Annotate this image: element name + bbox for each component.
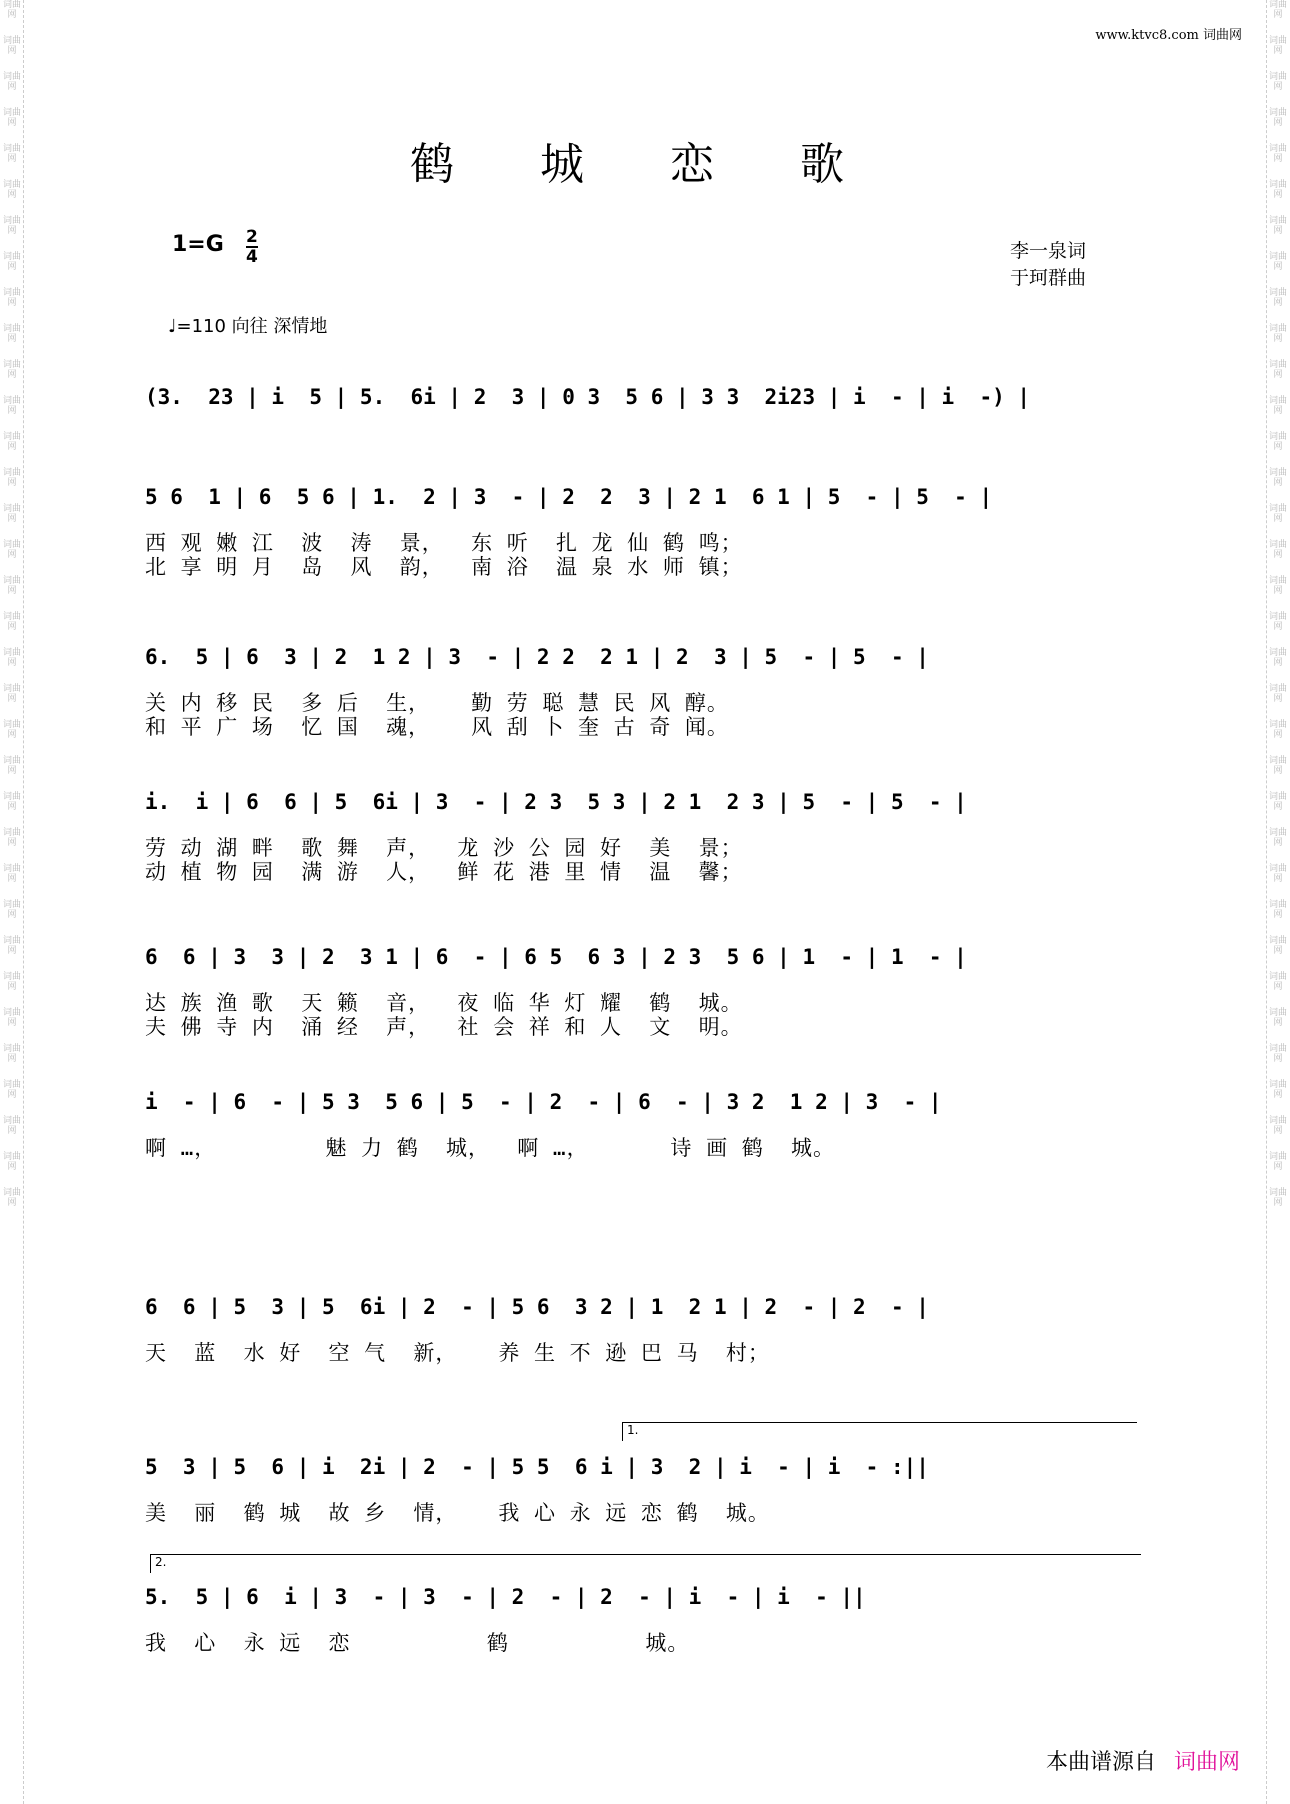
watermark-mark: 词曲网 <box>2 576 21 596</box>
key-signature: 1=G <box>172 232 224 257</box>
watermark-mark: 词曲网 <box>2 360 21 380</box>
watermark-mark: 词曲网 <box>1268 72 1287 92</box>
watermark-mark: 词曲网 <box>1268 108 1287 128</box>
watermark-mark: 词曲网 <box>2 684 21 704</box>
watermark-mark: 词曲网 <box>2 1116 21 1136</box>
watermark-mark: 词曲网 <box>2 792 21 812</box>
watermark-mark: 词曲网 <box>2 180 21 200</box>
watermark-mark: 词曲网 <box>1268 828 1287 848</box>
lyric-line: 劳 动 湖 畔 歌 舞 声， 龙 沙 公 园 好 美 景； <box>145 836 743 860</box>
lyric-line: 关 内 移 民 多 后 生， 勤 劳 聪 慧 民 风 醇。 <box>145 691 729 715</box>
watermark-mark: 词曲网 <box>2 756 21 776</box>
watermark-mark: 词曲网 <box>1268 432 1287 452</box>
watermark-mark: 词曲网 <box>1268 1008 1287 1028</box>
watermark-mark: 词曲网 <box>2 1008 21 1028</box>
watermark-mark: 词曲网 <box>1268 0 1287 20</box>
watermark-mark: 词曲网 <box>2 36 21 56</box>
watermark-mark: 词曲网 <box>1268 144 1287 164</box>
lyric-line: 北 享 明 月 岛 风 韵， 南 浴 温 泉 水 师 镇； <box>145 555 743 579</box>
watermark-mark: 词曲网 <box>2 828 21 848</box>
watermark-mark: 词曲网 <box>1268 972 1287 992</box>
notation-row: 5 3 | 5 6 | i 2i | 2 - | 5 5 6 i | 3 2 | i - | i - :|| <box>145 1455 929 1479</box>
watermark-mark: 词曲网 <box>1268 360 1287 380</box>
watermark-mark: 词曲网 <box>2 1152 21 1172</box>
tempo-marking: ♩=110 向往 深情地 <box>168 316 328 337</box>
watermark-mark: 词曲网 <box>2 540 21 560</box>
watermark-mark: 词曲网 <box>2 468 21 488</box>
watermark-mark: 词曲网 <box>1268 900 1287 920</box>
watermark-mark: 词曲网 <box>1268 612 1287 632</box>
lyric-line: 夫 佛 寺 内 涌 经 声， 社 会 祥 和 人 文 明。 <box>145 1015 743 1039</box>
watermark-mark: 词曲网 <box>2 1188 21 1208</box>
watermark-mark: 词曲网 <box>1268 720 1287 740</box>
song-title: 鹤 城 恋 歌 <box>410 139 880 190</box>
watermark-mark: 词曲网 <box>1268 756 1287 776</box>
watermark-mark: 词曲网 <box>1268 36 1287 56</box>
site-url: www.ktvc8.com 词曲网 <box>1095 28 1242 43</box>
watermark-mark: 词曲网 <box>2 324 21 344</box>
watermark-mark: 词曲网 <box>1268 684 1287 704</box>
watermark-mark: 词曲网 <box>1268 792 1287 812</box>
watermark-mark: 词曲网 <box>2 648 21 668</box>
watermark-mark: 词曲网 <box>2 108 21 128</box>
volta-1: 1. <box>622 1422 1137 1441</box>
watermark-mark: 词曲网 <box>1268 468 1287 488</box>
watermark-mark: 词曲网 <box>1268 324 1287 344</box>
watermark-mark: 词曲网 <box>1268 180 1287 200</box>
lyric-line: 美 丽 鹤 城 故 乡 情， 我 心 永 远 恋 鹤 城。 <box>145 1501 770 1525</box>
watermark-mark: 词曲网 <box>2 864 21 884</box>
time-bottom: 4 <box>246 247 258 267</box>
watermark-mark: 词曲网 <box>2 936 21 956</box>
time-top: 2 <box>246 227 258 247</box>
lyric-line: 天 蓝 水 好 空 气 新， 养 生 不 逊 巴 马 村； <box>145 1341 770 1365</box>
watermark-mark: 词曲网 <box>2 900 21 920</box>
lyric-line: 和 平 广 场 忆 国 魂， 风 刮 卜 奎 古 奇 闻。 <box>145 715 729 739</box>
watermark-mark: 词曲网 <box>2 1044 21 1064</box>
watermark-mark: 词曲网 <box>1268 648 1287 668</box>
left-watermark-strip <box>0 0 24 1804</box>
right-watermark-strip <box>1266 0 1290 1804</box>
composer: 于珂群曲 <box>1010 267 1087 289</box>
watermark-mark: 词曲网 <box>2 972 21 992</box>
lyric-line: 西 观 嫩 江 波 涛 景， 东 听 扎 龙 仙 鹤 鸣； <box>145 531 743 555</box>
watermark-mark: 词曲网 <box>1268 1188 1287 1208</box>
watermark-mark: 词曲网 <box>1268 216 1287 236</box>
volta-2: 2. <box>150 1554 1141 1573</box>
watermark-mark: 词曲网 <box>1268 1044 1287 1064</box>
watermark-mark: 词曲网 <box>2 216 21 236</box>
watermark-mark: 词曲网 <box>1268 288 1287 308</box>
watermark-mark: 词曲网 <box>1268 1080 1287 1100</box>
watermark-mark: 词曲网 <box>1268 252 1287 272</box>
lyric-line: 动 植 物 园 满 游 人， 鲜 花 港 里 情 温 馨； <box>145 860 743 884</box>
watermark-mark: 词曲网 <box>1268 576 1287 596</box>
lyric-line: 达 族 渔 歌 天 籁 音， 夜 临 华 灯 耀 鹤 城。 <box>145 991 743 1015</box>
watermark-mark: 词曲网 <box>1268 1152 1287 1172</box>
notation-row: (3. 23 | i 5 | 5. 6i | 2 3 | 0 3 5 6 | 3 3 2i23 | i - | i -) | <box>145 385 1031 409</box>
time-signature <box>246 228 258 266</box>
notation-row: 6 6 | 5 3 | 5 6i | 2 - | 5 6 3 2 | 1 2 1 | 2 - | 2 - | <box>145 1295 929 1319</box>
notation-row: i. i | 6 6 | 5 6i | 3 - | 2 3 5 3 | 2 1 2 3 | 5 - | 5 - | <box>145 790 967 814</box>
watermark-mark: 词曲网 <box>2 504 21 524</box>
footer-source-text: 本曲谱源自 <box>1045 1750 1156 1775</box>
watermark-mark: 词曲网 <box>2 144 21 164</box>
watermark-mark: 词曲网 <box>2 72 21 92</box>
lyric-line: 啊 …， 魅 力 鹤 城， 啊 …， 诗 画 鹤 城。 <box>145 1136 836 1160</box>
watermark-mark: 词曲网 <box>1268 540 1287 560</box>
watermark-mark: 词曲网 <box>2 252 21 272</box>
watermark-mark: 词曲网 <box>1268 396 1287 416</box>
watermark-mark: 词曲网 <box>2 720 21 740</box>
watermark-mark: 词曲网 <box>2 0 21 20</box>
lyricist: 李一泉词 <box>1010 240 1087 262</box>
notation-row: 5. 5 | 6 i | 3 - | 3 - | 2 - | 2 - | i - | i - || <box>145 1585 866 1609</box>
watermark-mark: 词曲网 <box>1268 936 1287 956</box>
footer-brand-link[interactable]: 词曲网 <box>1173 1750 1240 1775</box>
notation-row: 5 6 1 | 6 5 6 | 1. 2 | 3 - | 2 2 3 | 2 1 6 1 | 5 - | 5 - | <box>145 485 993 509</box>
watermark-mark: 词曲网 <box>1268 1116 1287 1136</box>
watermark-mark: 词曲网 <box>2 1080 21 1100</box>
watermark-mark: 词曲网 <box>2 396 21 416</box>
lyric-line: 我 心 永 远 恋 鹤 城。 <box>145 1631 690 1655</box>
credits <box>1010 238 1086 292</box>
watermark-mark: 词曲网 <box>2 612 21 632</box>
watermark-mark: 词曲网 <box>1268 504 1287 524</box>
notation-row: 6 6 | 3 3 | 2 3 1 | 6 - | 6 5 6 3 | 2 3 5 6 | 1 - | 1 - | <box>145 945 967 969</box>
watermark-mark: 词曲网 <box>2 432 21 452</box>
notation-row: 6. 5 | 6 3 | 2 1 2 | 3 - | 2 2 2 1 | 2 3 | 5 - | 5 - | <box>145 645 929 669</box>
footer-source <box>1046 1745 1240 1776</box>
watermark-mark: 词曲网 <box>2 288 21 308</box>
notation-row: i - | 6 - | 5 3 5 6 | 5 - | 2 - | 6 - | 3 2 1 2 | 3 - | <box>145 1090 942 1114</box>
watermark-mark: 词曲网 <box>1268 864 1287 884</box>
